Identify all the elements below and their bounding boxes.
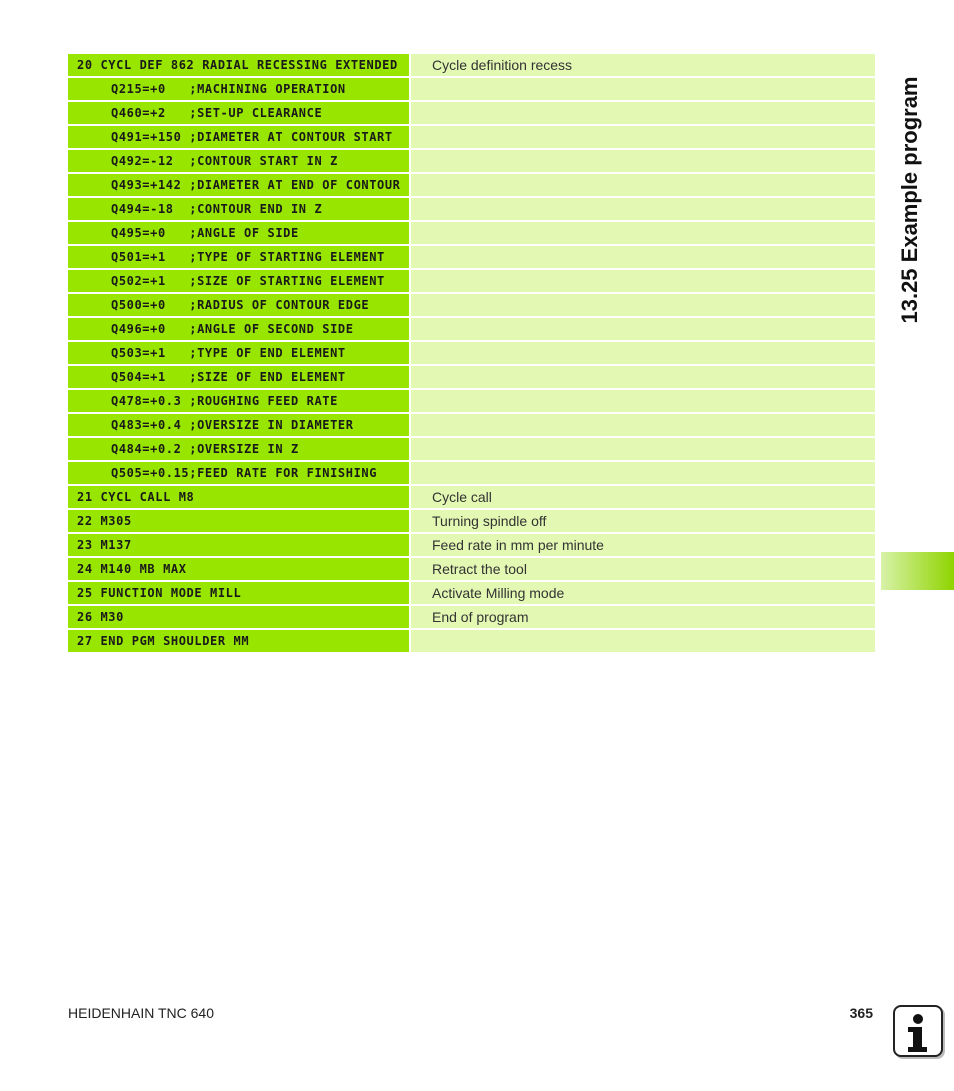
page-number: 365: [849, 1005, 873, 1021]
nc-code-cell: Q500=+0 ;RADIUS OF CONTOUR EDGE: [68, 294, 409, 316]
nc-code-cell: Q494=-18 ;CONTOUR END IN Z: [68, 198, 409, 220]
program-row: [68, 510, 875, 532]
program-row: [68, 582, 875, 604]
nc-code-cell: 26 M30: [68, 606, 409, 628]
section-title: 13.25 Example program: [897, 76, 922, 324]
program-row: [68, 486, 875, 508]
description-cell: [411, 462, 875, 484]
program-row: [68, 102, 875, 124]
nc-code-cell: Q493=+142 ;DIAMETER AT END OF CONTOUR: [68, 174, 409, 196]
nc-code-cell: Q460=+2 ;SET-UP CLEARANCE: [68, 102, 409, 124]
program-row: [68, 534, 875, 556]
description-cell: [411, 342, 875, 364]
program-row: [68, 630, 875, 652]
description-cell: [411, 102, 875, 124]
description-cell: [411, 414, 875, 436]
program-row: [68, 606, 875, 628]
chapter-thumb-tab: [881, 552, 954, 590]
program-row: [68, 366, 875, 388]
description-cell: [411, 222, 875, 244]
nc-code-cell: 22 M305: [68, 510, 409, 532]
program-row: [68, 126, 875, 148]
program-row: [68, 222, 875, 244]
nc-code-cell: Q503=+1 ;TYPE OF END ELEMENT: [68, 342, 409, 364]
description-cell: End of program: [411, 606, 875, 628]
program-table: [68, 54, 875, 654]
description-cell: [411, 294, 875, 316]
nc-code-cell: Q505=+0.15;FEED RATE FOR FINISHING: [68, 462, 409, 484]
description-cell: Feed rate in mm per minute: [411, 534, 875, 556]
nc-code-cell: Q492=-12 ;CONTOUR START IN Z: [68, 150, 409, 172]
program-row: [68, 342, 875, 364]
description-cell: [411, 318, 875, 340]
nc-code-cell: Q484=+0.2 ;OVERSIZE IN Z: [68, 438, 409, 460]
program-row: [68, 438, 875, 460]
nc-code-cell: Q496=+0 ;ANGLE OF SECOND SIDE: [68, 318, 409, 340]
nc-code-cell: Q215=+0 ;MACHINING OPERATION: [68, 78, 409, 100]
description-cell: [411, 630, 875, 652]
nc-code-cell: 24 M140 MB MAX: [68, 558, 409, 580]
description-cell: [411, 366, 875, 388]
nc-code-cell: 27 END PGM SHOULDER MM: [68, 630, 409, 652]
description-cell: Cycle call: [411, 486, 875, 508]
nc-code-cell: Q478=+0.3 ;ROUGHING FEED RATE: [68, 390, 409, 412]
nc-code-cell: 20 CYCL DEF 862 RADIAL RECESSING EXTENDED: [68, 54, 409, 76]
program-row: [68, 294, 875, 316]
nc-code-cell: Q504=+1 ;SIZE OF END ELEMENT: [68, 366, 409, 388]
description-cell: Cycle definition recess: [411, 54, 875, 76]
description-cell: Turning spindle off: [411, 510, 875, 532]
description-cell: [411, 174, 875, 196]
program-row: [68, 78, 875, 100]
nc-code-cell: Q491=+150 ;DIAMETER AT CONTOUR START: [68, 126, 409, 148]
nc-code-cell: Q495=+0 ;ANGLE OF SIDE: [68, 222, 409, 244]
program-row: [68, 174, 875, 196]
footer-manual-name: HEIDENHAIN TNC 640: [68, 1005, 215, 1021]
description-cell: [411, 198, 875, 220]
nc-code-cell: 21 CYCL CALL M8: [68, 486, 409, 508]
description-cell: Retract the tool: [411, 558, 875, 580]
program-row: [68, 270, 875, 292]
program-row: [68, 198, 875, 220]
description-cell: [411, 390, 875, 412]
program-row: [68, 246, 875, 268]
description-cell: [411, 438, 875, 460]
description-cell: [411, 150, 875, 172]
description-cell: [411, 246, 875, 268]
program-row: [68, 390, 875, 412]
program-row: [68, 414, 875, 436]
description-cell: [411, 78, 875, 100]
description-cell: [411, 270, 875, 292]
description-cell: Activate Milling mode: [411, 582, 875, 604]
program-row: [68, 558, 875, 580]
description-cell: [411, 126, 875, 148]
program-row: [68, 150, 875, 172]
nc-code-cell: Q502=+1 ;SIZE OF STARTING ELEMENT: [68, 270, 409, 292]
nc-code-cell: 25 FUNCTION MODE MILL: [68, 582, 409, 604]
nc-code-cell: Q501=+1 ;TYPE OF STARTING ELEMENT: [68, 246, 409, 268]
nc-code-cell: 23 M137: [68, 534, 409, 556]
info-icon: [893, 1005, 943, 1057]
program-row: [68, 462, 875, 484]
program-row: [68, 318, 875, 340]
nc-code-cell: Q483=+0.4 ;OVERSIZE IN DIAMETER: [68, 414, 409, 436]
program-row: [68, 54, 875, 76]
